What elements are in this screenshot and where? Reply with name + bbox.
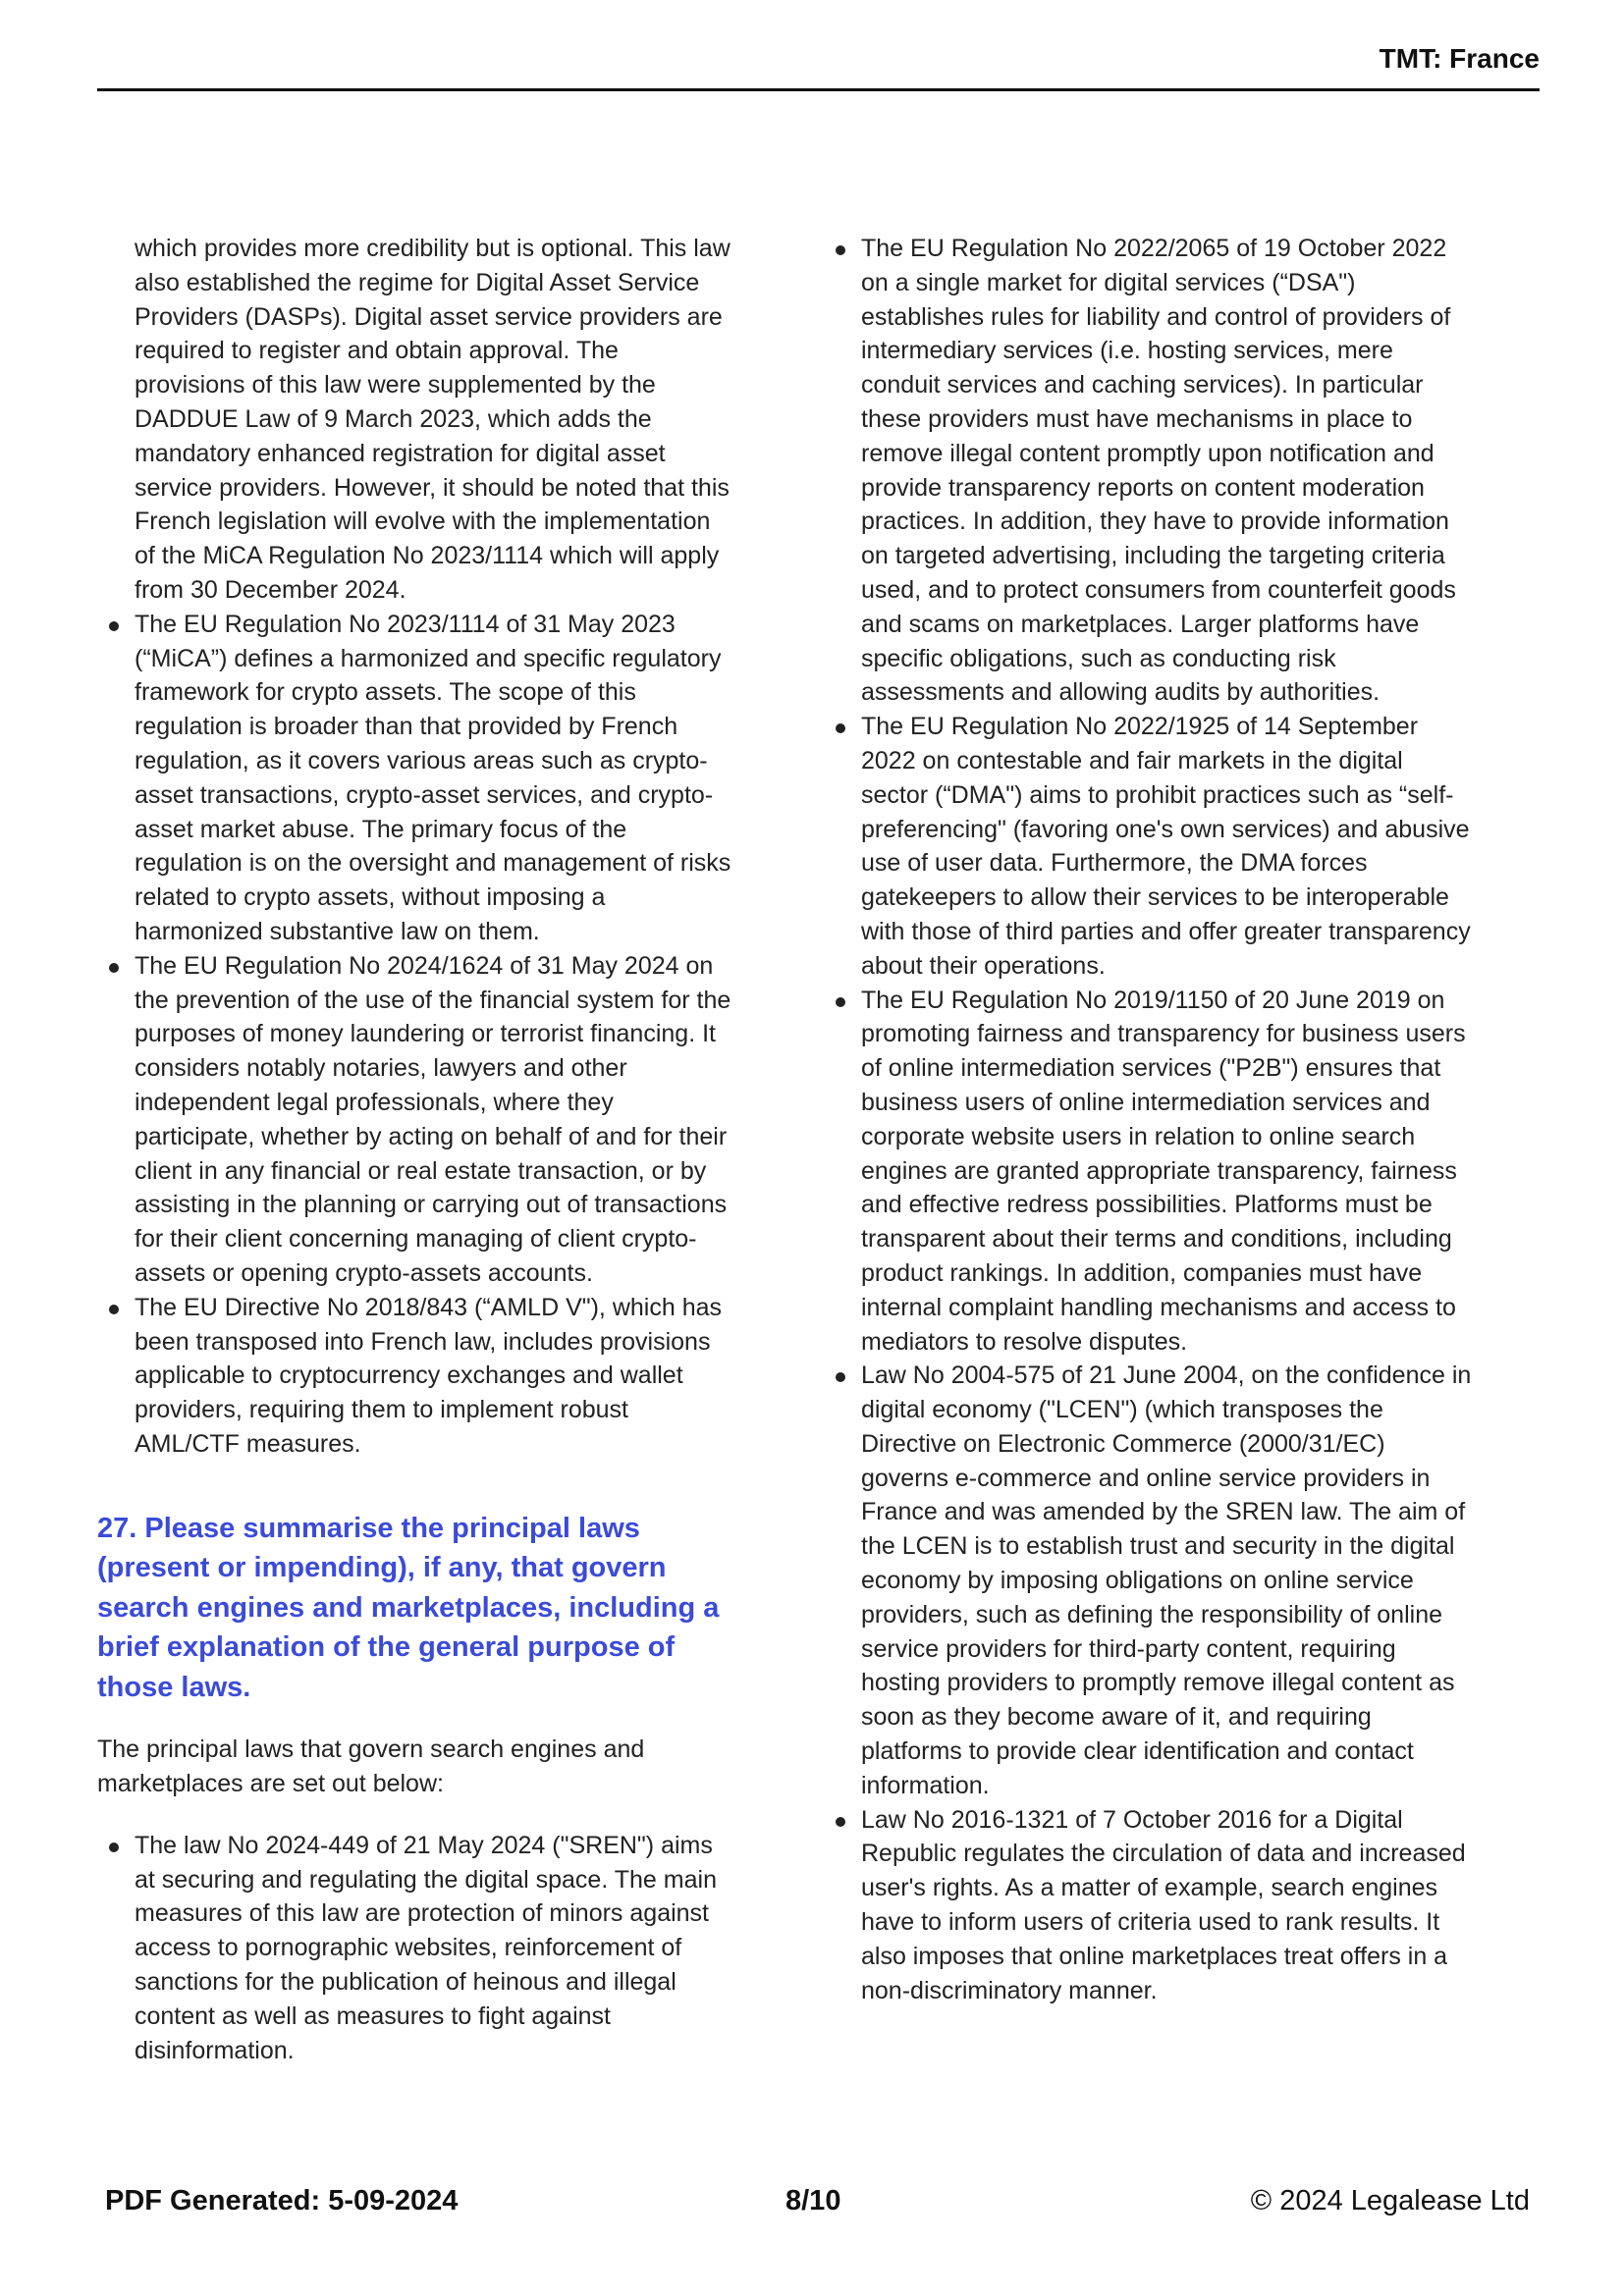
left-bullet-list	[97, 232, 735, 1462]
list-item: The EU Regulation No 2022/2065 of 19 October 2022 on a single market for digital services (“DSA") establishes rules for liability and control of providers of intermediary services (i.e. hosting services, mere conduit services and caching services). In particular these providers must have mechanisms in place to remove illegal content promptly upon notification and provide transparency reports on content moderation practices. In addition, they have to provide information on targeted advertising, including the targeting criteria used, and to protect consumers from counterfeit goods and scams on marketplaces. Larger platforms have specific obligations, such as conducting risk assessments and allowing audits by authorities.	[824, 232, 1472, 710]
left-bullet-list-2	[97, 1829, 735, 2068]
footer-page-number: 8/10	[785, 2185, 841, 2216]
list-item: The EU Regulation No 2023/1114 of 31 May 2023 (“MiCA”) defines a harmonized and specific regulatory framework for crypto assets. The scope of this regulation is broader than that provided by French regulation, as it covers various areas such as crypto-asset transactions, crypto-asset services, and crypto-asset market abuse. The primary focus of the regulation is on the oversight and management of risks related to crypto assets, without imposing a harmonized substantive law on them.	[97, 608, 735, 949]
right-column	[824, 232, 1472, 2007]
list-item: The law No 2024-449 of 21 May 2024 ("SREN") aims at securing and regulating the digital space. The main measures of this law are protection of minors against access to pornographic websites, reinforcement of sanctions for the publication of heinous and illegal content as well as measures to fight against disinformation.	[97, 1829, 735, 2068]
right-bullet-list	[824, 232, 1472, 2007]
header-divider	[97, 88, 1540, 91]
list-item: The EU Regulation No 2024/1624 of 31 May 2024 on the prevention of the use of the financial system for the purposes of money laundering or terrorist financing. It considers notably notaries, lawyers and other independent legal professionals, where they participate, whether by acting on behalf of and for their client in any financial or real estate transaction, or by assisting in the planning or carrying out of transactions for their client concerning managing of client crypto-assets or opening crypto-assets accounts.	[97, 949, 735, 1291]
footer-generated-date: PDF Generated: 5-09-2024	[105, 2185, 459, 2216]
list-item: The EU Regulation No 2022/1925 of 14 September 2022 on contestable and fair markets in the digital sector (“DMA") aims to prohibit practices such as “self-preferencing" (favoring one's own services) and abusive use of user data. Furthermore, the DMA forces gatekeepers to allow their services to be interoperable with those of third parties and offer greater transparency about their operations.	[824, 710, 1472, 983]
list-item: Law No 2004-575 of 21 June 2004, on the confidence in digital economy ("LCEN") (which transposes the Directive on Electronic Commerce (2000/31/EC) governs e-commerce and online service providers in France and was amended by the SREN law. The aim of the LCEN is to establish trust and security in the digital economy by imposing obligations on online service providers, such as defining the responsibility of online service providers for third-party content, requiring hosting providers to promptly remove illegal content as soon as they become aware of it, and requiring platforms to provide clear identification and contact information.	[824, 1359, 1472, 1802]
list-item: Law No 2016-1321 of 7 October 2016 for a Digital Republic regulates the circulation of data and increased user's rights. As a matter of example, search engines have to inform users of criteria used to rank results. It also imposes that online marketplaces treat offers in a non-discriminatory manner.	[824, 1803, 1472, 2008]
footer-copyright: © 2024 Legalease Ltd	[1250, 2185, 1530, 2216]
page-header-title: TMT: France	[1379, 43, 1540, 74]
left-column	[97, 232, 735, 2067]
list-item-continuation: which provides more credibility but is optional. This law also established the regime for Digital Asset Service Providers (DASPs). Digital asset service providers are required to register and obtain approval. The provisions of this law were supplemented by the DADDUE Law of 9 March 2023, which adds the mandatory enhanced registration for digital asset service providers. However, it should be noted that this French legislation will evolve with the implementation of the MiCA Regulation No 2023/1114 which will apply from 30 December 2024.	[135, 235, 731, 604]
list-item: The EU Directive No 2018/843 (“AMLD V"), which has been transposed into French law, includes provisions applicable to cryptocurrency exchanges and wallet providers, requiring them to implement robust AML/CTF measures.	[97, 1291, 735, 1462]
intro-paragraph: The principal laws that govern search engines and marketplaces are set out below:	[97, 1735, 645, 1797]
list-item: The EU Regulation No 2019/1150 of 20 June 2019 on promoting fairness and transparency for business users of online intermediation services ("P2B") ensures that business users of online intermediation services and corporate website users in relation to online search engines are granted appropriate transparency, fairness and effective redress possibilities. Platforms must be transparent about their terms and conditions, including product rankings. In addition, companies must have internal complaint handling mechanisms and access to mediators to resolve disputes.	[824, 984, 1472, 1360]
question-heading: 27. Please summarise the principal laws (present or impending), if any, that govern search engines and marketplaces, including a brief explanation of the general purpose of those laws.	[97, 1512, 720, 1703]
